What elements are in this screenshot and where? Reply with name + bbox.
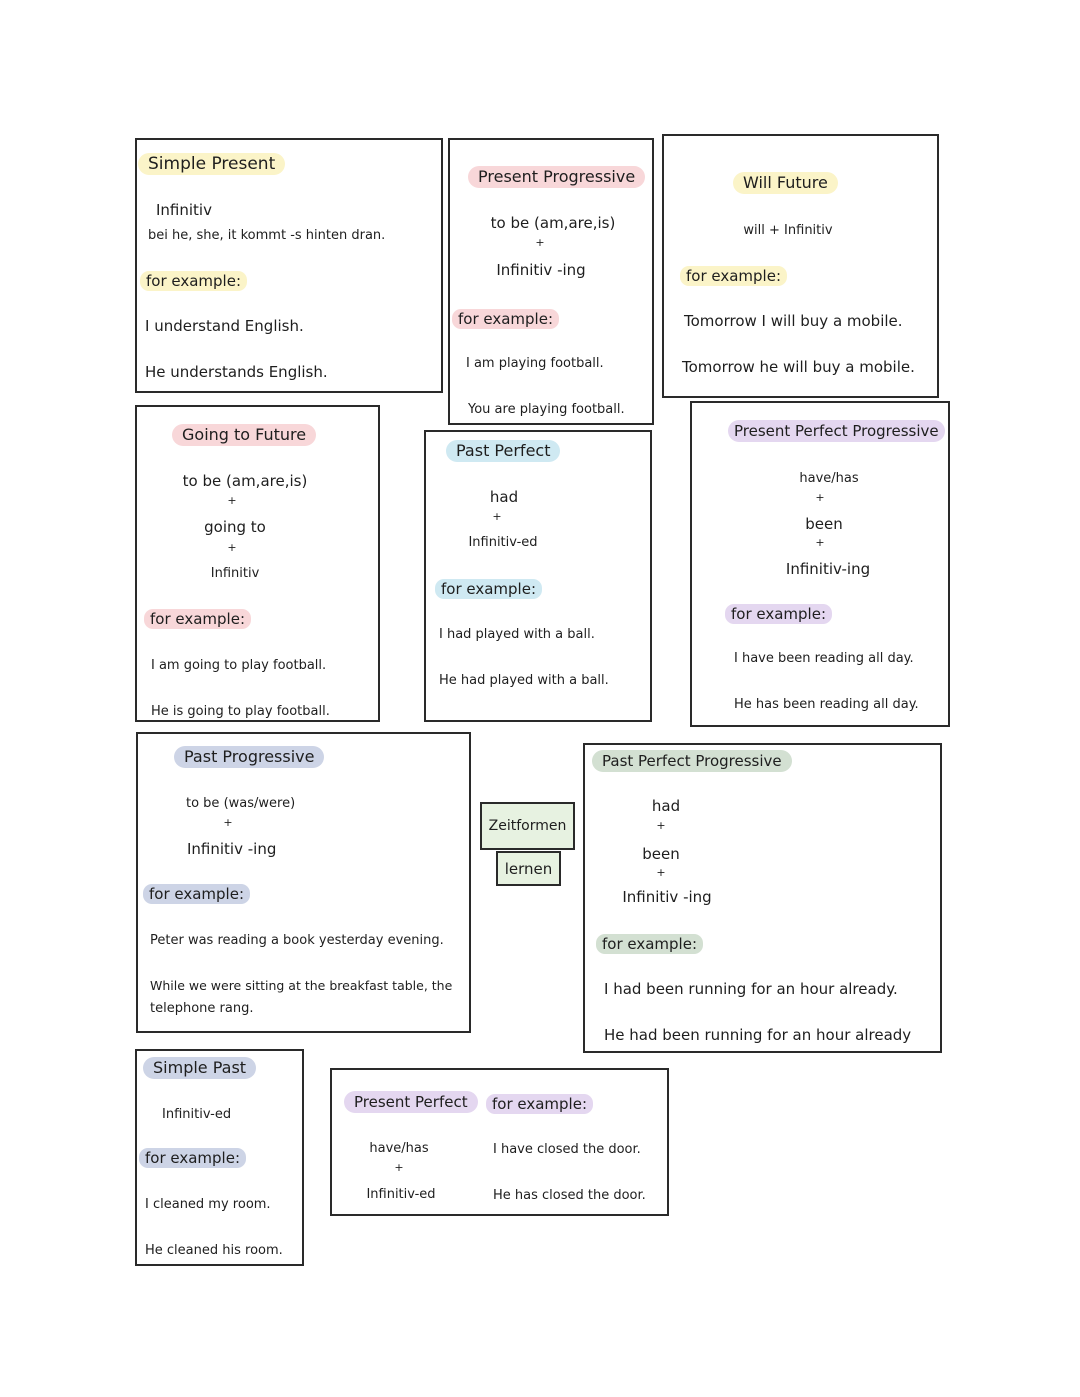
going-to-future-title: Going to Future	[172, 424, 316, 446]
simple-past-rule: Infinitiv-ed	[162, 1107, 232, 1122]
present-progressive-example-2: You are playing football.	[468, 402, 625, 417]
present-perfect-example-1: I have closed the door.	[493, 1142, 641, 1157]
present-perfect-plus: +	[394, 1161, 404, 1174]
present-perfect-example-label: for example:	[486, 1094, 593, 1114]
past-perfect-progressive-example-2: He had been running for an hour already	[604, 1026, 912, 1044]
past-perfect-rule-1: had	[489, 488, 519, 506]
will-future-example-2: Tomorrow he will buy a mobile.	[682, 358, 915, 376]
present-progressive-rule-1: to be (am,are,is)	[490, 214, 616, 232]
simple-present-rule-2: bei he, she, it kommt -s hinten dran.	[148, 228, 386, 243]
past-perfect-rule-2: Infinitiv-ed	[468, 535, 538, 550]
center-label-top	[480, 802, 575, 850]
past-perfect-progressive-example-label: for example:	[596, 934, 703, 954]
past-perfect-example-2: He had played with a ball.	[439, 673, 609, 688]
present-perfect-progressive-plus-2: +	[815, 536, 825, 549]
present-perfect-progressive-rule-2: been	[805, 515, 843, 533]
center-label-bottom-text: lernen	[504, 859, 553, 878]
present-perfect-title: Present Perfect	[344, 1091, 478, 1113]
present-progressive-rule-2: Infinitiv -ing	[496, 261, 586, 279]
going-to-future-example-1: I am going to play football.	[151, 658, 327, 673]
past-perfect-progressive-rule-1: had	[651, 797, 681, 815]
simple-present-title: Simple Present	[138, 153, 285, 175]
present-perfect-progressive-example-label: for example:	[725, 604, 832, 624]
card-simple-present	[135, 138, 443, 393]
present-perfect-progressive-plus-1: +	[815, 491, 825, 504]
simple-present-example-2: He understands English.	[145, 363, 328, 381]
going-to-future-example-2: He is going to play football.	[151, 704, 330, 719]
simple-present-example-label: for example:	[140, 271, 247, 291]
past-progressive-example-2b: telephone rang.	[150, 1001, 254, 1016]
simple-past-example-label: for example:	[139, 1148, 246, 1168]
past-progressive-example-label: for example:	[143, 884, 250, 904]
present-progressive-example-1: I am playing football.	[466, 356, 604, 371]
past-progressive-example-1: Peter was reading a book yesterday evening.	[150, 933, 444, 948]
going-to-future-rule-1: to be (am,are,is)	[182, 472, 308, 490]
present-perfect-rule-1: have/has	[369, 1141, 429, 1156]
present-perfect-progressive-example-2: He has been reading all day.	[734, 697, 919, 712]
simple-past-example-2: He cleaned his room.	[145, 1243, 283, 1258]
past-progressive-rule-1: to be (was/were)	[186, 796, 296, 811]
past-perfect-progressive-title: Past Perfect Progressive	[592, 750, 792, 772]
past-perfect-progressive-plus-2: +	[656, 866, 666, 879]
past-progressive-title: Past Progressive	[174, 746, 324, 768]
past-perfect-progressive-rule-2: been	[642, 845, 680, 863]
past-perfect-example-1: I had played with a ball.	[439, 627, 595, 642]
will-future-example-label: for example:	[680, 266, 787, 286]
present-progressive-title: Present Progressive	[468, 166, 645, 188]
simple-present-rule-1: Infinitiv	[156, 201, 212, 219]
simple-past-example-1: I cleaned my room.	[145, 1197, 271, 1212]
present-perfect-example-2: He has closed the door.	[493, 1188, 646, 1203]
going-to-future-plus-2: +	[227, 541, 237, 554]
present-progressive-example-label: for example:	[452, 309, 559, 329]
present-perfect-progressive-example-1: I have been reading all day.	[734, 651, 914, 666]
will-future-rule: will + Infinitiv	[743, 223, 833, 238]
going-to-future-plus-1: +	[227, 494, 237, 507]
past-perfect-progressive-example-1: I had been running for an hour already.	[604, 980, 898, 998]
will-future-example-1: Tomorrow I will buy a mobile.	[684, 312, 903, 330]
present-perfect-rule-2: Infinitiv-ed	[366, 1187, 436, 1202]
past-perfect-example-label: for example:	[435, 579, 542, 599]
present-perfect-progressive-rule-3: Infinitiv-ing	[785, 560, 871, 578]
simple-past-title: Simple Past	[143, 1057, 256, 1079]
past-progressive-example-2a: While we were sitting at the breakfast table, the	[150, 978, 453, 993]
present-perfect-progressive-title: Present Perfect Progressive	[728, 420, 945, 442]
center-label-top-text: Zeitformen	[488, 818, 567, 834]
will-future-title: Will Future	[733, 172, 838, 194]
past-perfect-progressive-plus-1: +	[656, 819, 666, 832]
center-label-bottom	[496, 851, 561, 886]
simple-present-example-1: I understand English.	[145, 317, 304, 335]
going-to-future-rule-3: Infinitiv	[210, 566, 260, 581]
present-progressive-plus: +	[535, 236, 545, 249]
past-perfect-plus: +	[492, 510, 502, 523]
going-to-future-rule-2: going to	[204, 518, 266, 536]
present-perfect-progressive-rule-1: have/has	[799, 471, 859, 486]
going-to-future-example-label: for example:	[144, 609, 251, 629]
past-progressive-rule-2: Infinitiv -ing	[187, 840, 277, 858]
past-progressive-plus: +	[223, 816, 233, 829]
past-perfect-title: Past Perfect	[446, 440, 560, 462]
past-perfect-progressive-rule-3: Infinitiv -ing	[622, 888, 712, 906]
